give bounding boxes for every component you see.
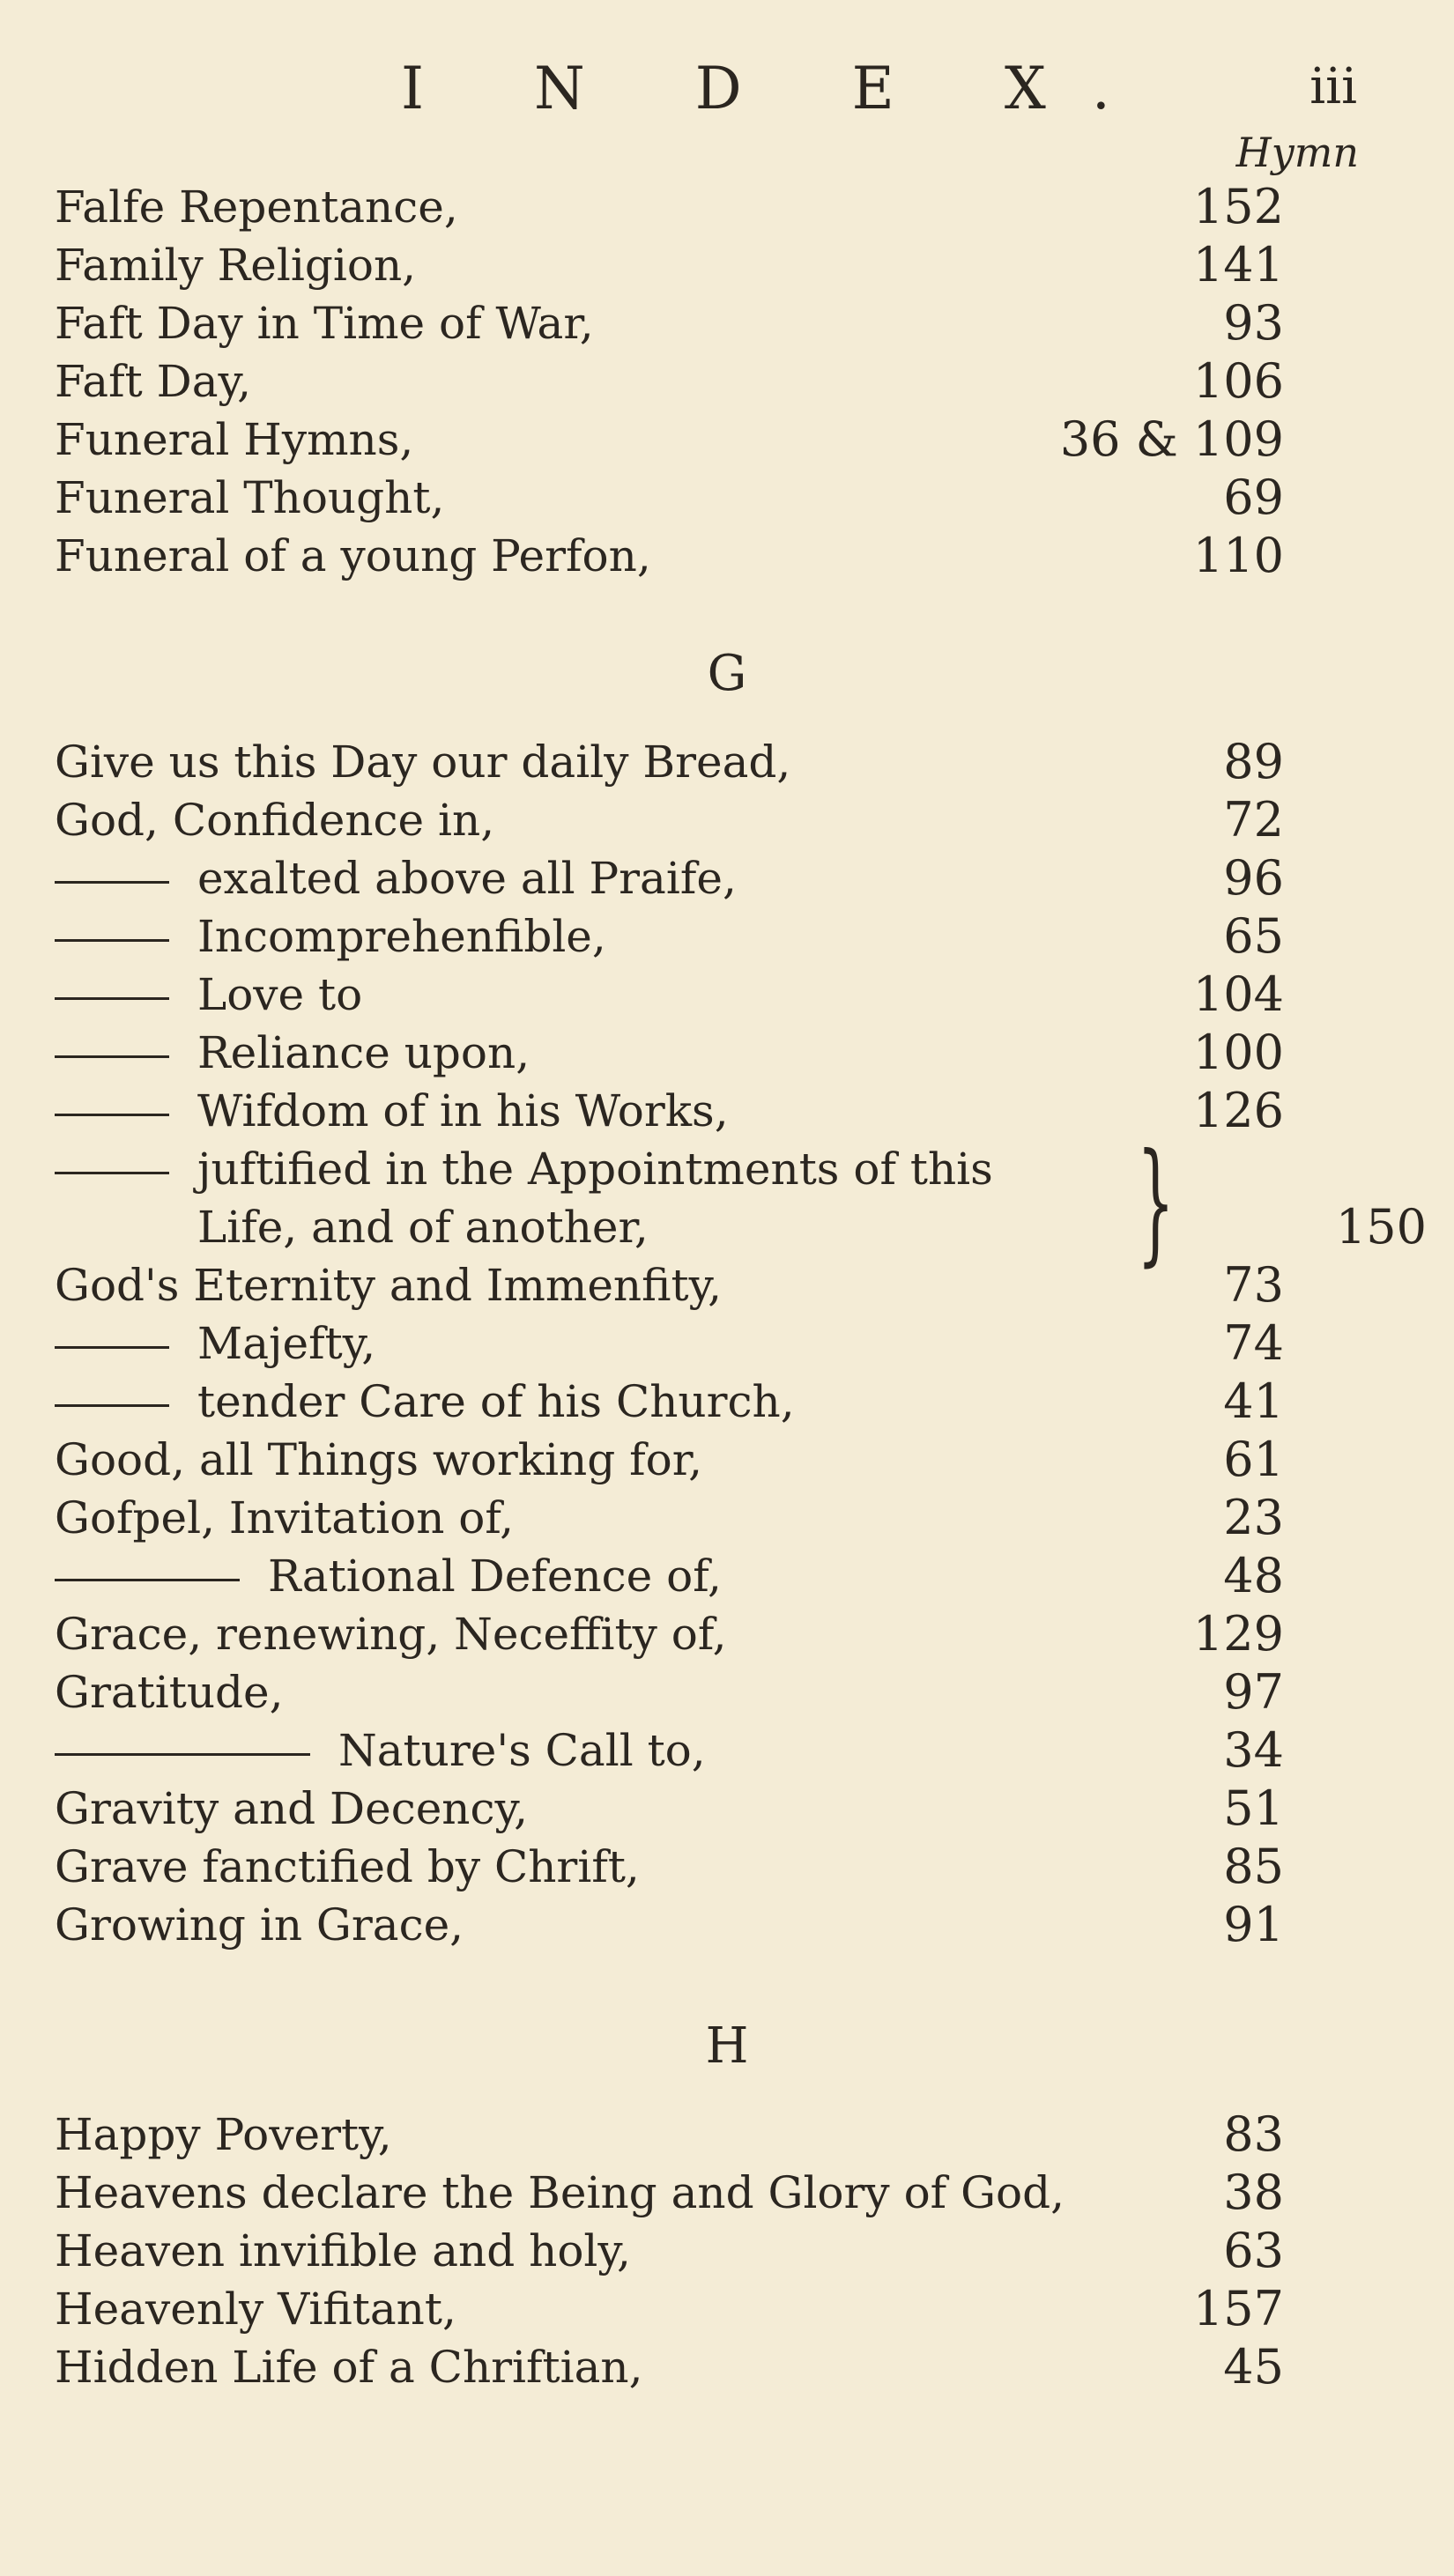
entry-label: Good, all Things working for, — [55, 1434, 703, 1485]
hymn-number: 36 & 109 — [1059, 411, 1284, 467]
brace-mark: } — [1137, 1126, 1175, 1279]
index-entry — [55, 178, 1284, 236]
hymn-number: 89 — [1223, 734, 1284, 789]
hymn-number: 106 — [1192, 353, 1284, 409]
entry-label: Incomprehenfible, — [197, 911, 606, 962]
entry-label: juftified in the Appointments of this — [197, 1144, 993, 1195]
letter-heading-h: H — [705, 2017, 749, 2075]
entry-label: God's Eternity and Immenfity, — [55, 1260, 723, 1311]
hymn-number: 152 — [1192, 179, 1284, 234]
entry-label: Love to — [197, 969, 363, 1020]
index-entry — [55, 411, 1284, 469]
hymn-number: 85 — [1223, 1839, 1284, 1894]
entry-label: Heavens declare the Being and Glory of God, — [55, 2167, 1065, 2218]
index-entry — [55, 2280, 1284, 2338]
entry-label: Give us this Day our daily Bread, — [55, 737, 791, 788]
index-entry — [55, 1314, 1284, 1373]
index-entry — [55, 733, 1284, 791]
index-entry — [55, 469, 1284, 527]
entry-label: Funeral Hymns, — [55, 414, 414, 465]
index-entry — [55, 1198, 1427, 1256]
entry-label: Growing in Grace, — [55, 1899, 464, 1951]
entry-label: Gravity and Decency, — [55, 1783, 529, 1834]
index-entry — [55, 1838, 1284, 1896]
entry-label: Grave fanctified by Chrift, — [55, 1841, 640, 1892]
ditto-dash — [55, 1055, 169, 1058]
index-entry — [55, 1082, 1284, 1140]
hymn-number: 45 — [1223, 2339, 1284, 2395]
hymn-number: 110 — [1192, 528, 1284, 583]
ditto-dash — [55, 881, 169, 884]
entry-label: Family Religion, — [55, 240, 417, 291]
index-entry — [55, 527, 1284, 585]
ditto-dash — [55, 1579, 240, 1581]
entry-label: Hidden Life of a Chriftian, — [55, 2342, 643, 2393]
hymn-number: 65 — [1223, 908, 1284, 964]
ditto-dash — [55, 1114, 169, 1116]
running-head — [0, 55, 1454, 125]
entry-label: Funeral of a young Perfon, — [55, 530, 651, 581]
entry-label: Nature's Call to, — [338, 1725, 706, 1776]
hymn-number: 126 — [1192, 1083, 1284, 1138]
ditto-dash — [55, 997, 169, 1000]
hymn-column-label: Hymn — [1235, 129, 1359, 176]
hymn-number: 104 — [1192, 966, 1284, 1022]
entry-label: Gofpel, Invitation of, — [55, 1492, 515, 1543]
index-title: I N D E X. — [401, 55, 1156, 122]
hymn-number: 97 — [1223, 1664, 1284, 1720]
entry-label: Gratitude, — [55, 1667, 284, 1718]
hymn-number: 73 — [1223, 1257, 1284, 1313]
hymn-number: 34 — [1223, 1722, 1284, 1778]
ditto-dash — [55, 1172, 169, 1174]
entry-label: Heavenly Vifitant, — [55, 2284, 456, 2335]
hymn-number: 150 — [1335, 1199, 1427, 1255]
index-entry — [55, 907, 1284, 966]
entry-label: Faft Day in Time of War, — [55, 298, 594, 349]
hymn-number: 74 — [1223, 1315, 1284, 1371]
hymn-number: 91 — [1223, 1897, 1284, 1952]
index-entry — [55, 2106, 1284, 2164]
entry-label: Heaven invifible and holy, — [55, 2225, 631, 2276]
entry-label: Faft Day, — [55, 356, 251, 407]
index-entry — [55, 2164, 1284, 2222]
ditto-dash — [55, 1404, 169, 1407]
hymn-number: 48 — [1223, 1548, 1284, 1603]
hymn-number: 83 — [1223, 2106, 1284, 2162]
index-entry — [55, 294, 1284, 352]
hymn-number: 51 — [1223, 1780, 1284, 1836]
entry-label: exalted above all Praife, — [197, 853, 737, 904]
entry-label: God, Confidence in, — [55, 795, 495, 846]
hymn-number: 63 — [1223, 2223, 1284, 2278]
index-entry — [55, 1605, 1284, 1663]
index-entry — [55, 1547, 1284, 1605]
entry-label: Majefty, — [197, 1318, 376, 1369]
ditto-dash — [55, 939, 169, 942]
hymn-number: 93 — [1223, 295, 1284, 351]
index-entry — [55, 236, 1284, 294]
page-number: iii — [1309, 58, 1357, 115]
index-entry — [55, 1896, 1284, 1954]
index-entry — [55, 849, 1284, 907]
entry-label: Grace, renewing, Neceffity of, — [55, 1609, 727, 1660]
entry-label: tender Care of his Church, — [197, 1376, 795, 1427]
hymn-number: 38 — [1223, 2165, 1284, 2220]
entry-label: Life, and of another, — [197, 1202, 649, 1253]
hymn-number: 41 — [1223, 1373, 1284, 1429]
entry-label: Falfe Repentance, — [55, 181, 458, 233]
entry-label: Rational Defence of, — [268, 1551, 722, 1602]
hymn-number: 96 — [1223, 850, 1284, 906]
entry-label: Wifdom of in his Works, — [197, 1085, 729, 1136]
index-entry — [55, 1489, 1284, 1547]
ditto-dash — [55, 1346, 169, 1349]
index-entry — [55, 1780, 1284, 1838]
hymn-number: 69 — [1223, 470, 1284, 525]
entry-label: Happy Poverty, — [55, 2109, 392, 2160]
index-entry — [55, 1373, 1284, 1431]
hymn-number: 61 — [1223, 1432, 1284, 1487]
index-entry — [55, 791, 1284, 849]
letter-heading-g: G — [707, 645, 747, 702]
hymn-number: 23 — [1223, 1490, 1284, 1545]
index-entry — [55, 2222, 1284, 2280]
entry-label: Reliance upon, — [197, 1027, 530, 1078]
index-entry — [55, 1721, 1284, 1780]
index-entry — [55, 1663, 1284, 1721]
index-entry — [55, 1140, 1284, 1198]
hymn-number: 100 — [1192, 1025, 1284, 1080]
hymn-number: 157 — [1192, 2281, 1284, 2336]
index-entry — [55, 2338, 1284, 2396]
index-entry — [55, 1431, 1284, 1489]
index-entry — [55, 352, 1284, 411]
index-entry — [55, 966, 1284, 1024]
hymn-number: 141 — [1192, 237, 1284, 292]
index-entry — [55, 1024, 1284, 1082]
entry-label: Funeral Thought, — [55, 472, 445, 523]
ditto-dash — [55, 1753, 310, 1756]
index-entry — [55, 1256, 1284, 1314]
hymn-number: 72 — [1223, 792, 1284, 848]
hymn-number: 129 — [1192, 1606, 1284, 1662]
